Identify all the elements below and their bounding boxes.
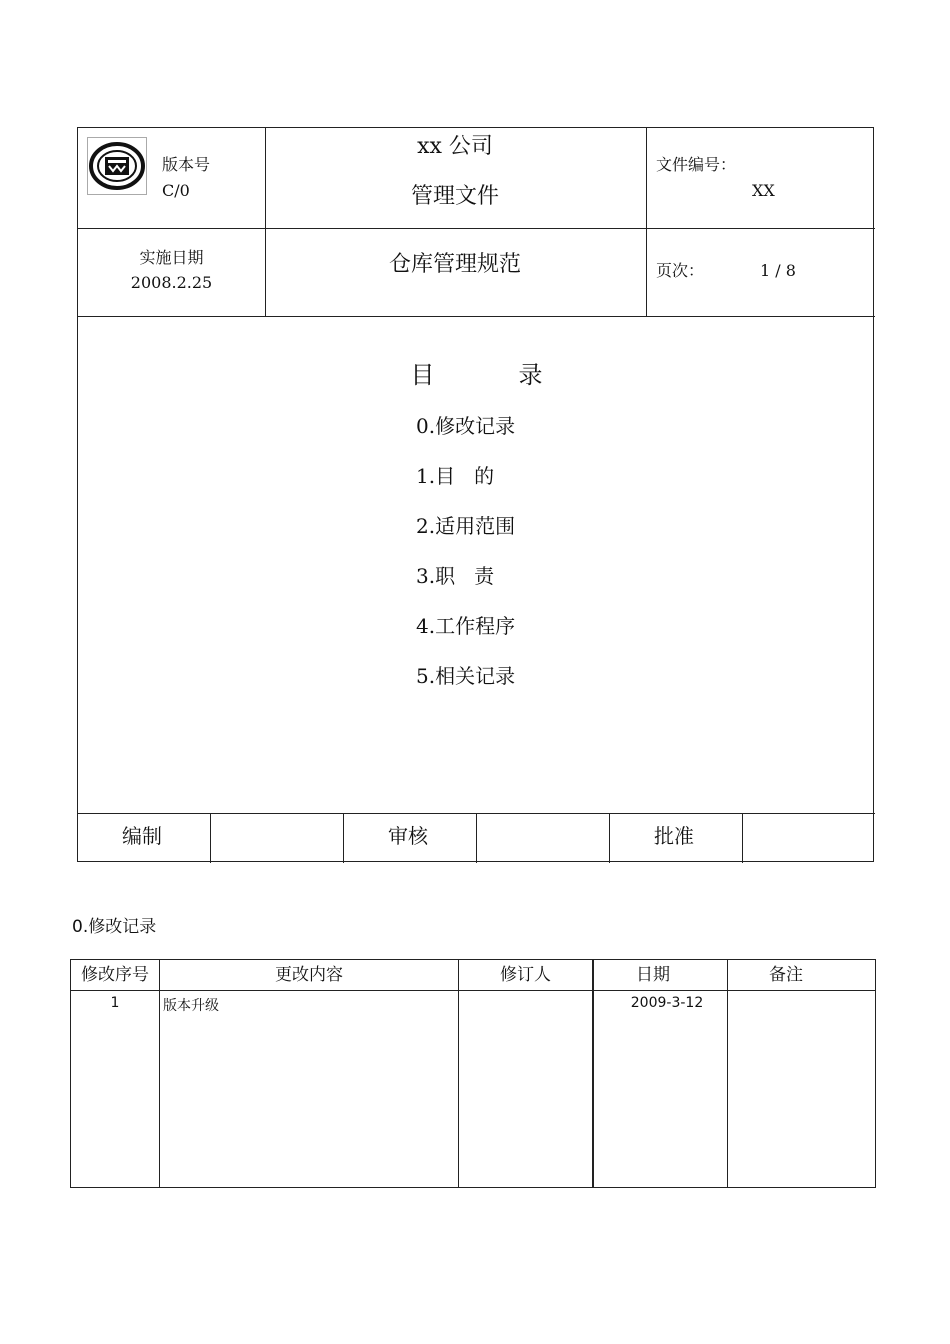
toc-item[interactable]: 2.适用范围 <box>416 514 516 538</box>
doc-number-value: XX <box>752 181 775 200</box>
toc-item[interactable]: 1.目 的 <box>416 464 495 488</box>
signature-row <box>78 813 875 863</box>
approved-by-field[interactable] <box>743 820 874 870</box>
page-value: 1 / 8 <box>760 261 796 280</box>
column-header: 更改内容 <box>275 965 343 985</box>
column-header: 修改序号 <box>81 965 149 985</box>
page-label: 页次： <box>656 261 705 280</box>
divider <box>609 813 610 863</box>
doc-number-label: 文件编号： <box>656 155 737 174</box>
revision-content: 版本升级 <box>163 998 219 1014</box>
document-title: 仓库管理规范 <box>388 252 521 277</box>
column-header: 修订人 <box>500 965 551 985</box>
toc-item[interactable]: 5.相关记录 <box>416 664 516 688</box>
prepared-by-field[interactable] <box>211 820 342 870</box>
divider <box>343 813 344 863</box>
column-header: 日期 <box>636 965 670 985</box>
divider <box>458 960 459 1187</box>
toc-item[interactable]: 4.工作程序 <box>416 614 516 638</box>
divider <box>159 960 160 1187</box>
divider <box>646 128 647 316</box>
toc-title <box>78 355 875 390</box>
prepared-by-label: 编制 <box>122 824 162 848</box>
reviewed-by-field[interactable] <box>477 820 608 870</box>
divider <box>78 316 875 317</box>
version-label: 版本号 <box>162 155 211 174</box>
toc-item[interactable]: 3.职 责 <box>416 564 495 588</box>
document-header-frame <box>77 127 874 862</box>
toc-title-right: 录 <box>518 361 543 389</box>
revision-date: 2009-3-12 <box>630 995 704 1011</box>
toc-item[interactable]: 0.修改记录 <box>416 414 516 438</box>
effective-date-label: 实施日期 <box>139 248 204 267</box>
column-header: 备注 <box>769 965 803 985</box>
document-type: 管理文件 <box>410 184 499 209</box>
toc-title-left: 目 <box>410 361 435 389</box>
revision-number: 1 <box>110 995 120 1011</box>
divider <box>78 228 875 229</box>
revision-table <box>70 959 876 1188</box>
company-logo-icon <box>87 137 147 195</box>
approved-by-label: 批准 <box>654 824 694 848</box>
version-value: C/0 <box>162 181 190 200</box>
reviewed-by-label: 审核 <box>388 824 428 848</box>
company-name: xx 公司 <box>417 134 493 159</box>
effective-date-value: 2008.2.25 <box>130 273 213 292</box>
revision-section-title: 0.修改记录 <box>72 917 157 937</box>
